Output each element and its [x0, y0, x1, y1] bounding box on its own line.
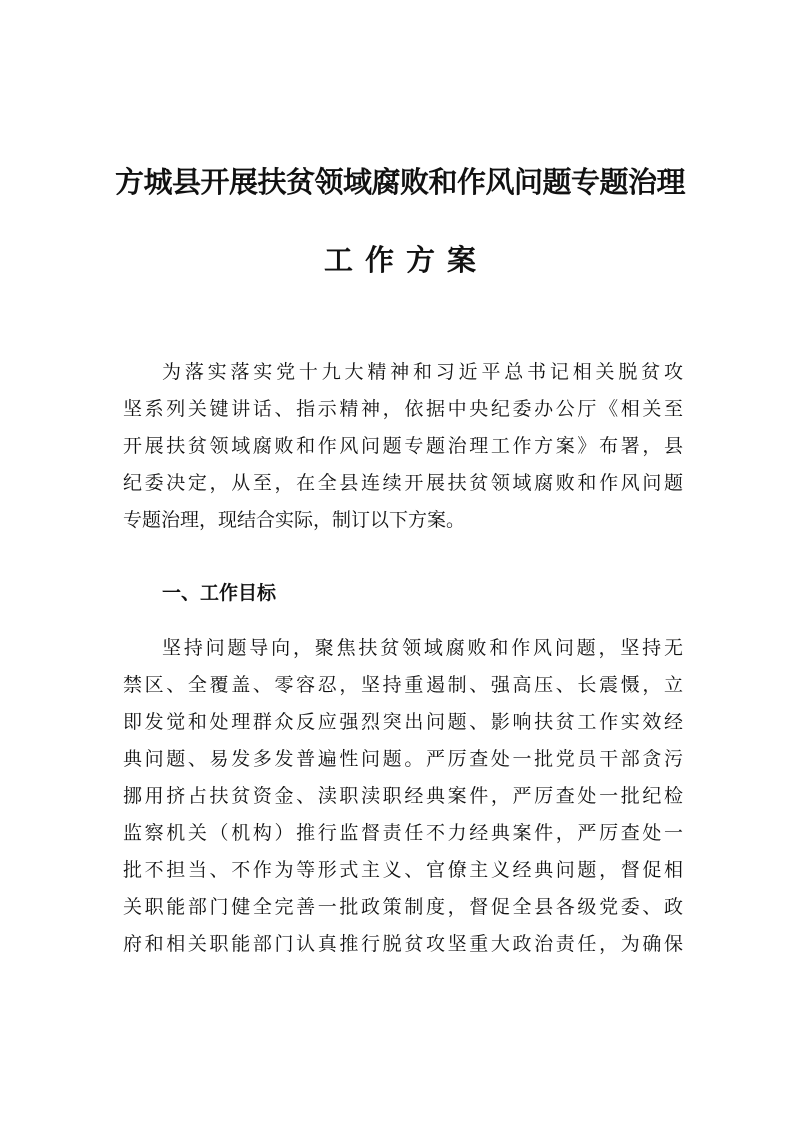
document-title: 方城县开展扶贫领域腐败和作风问题专题治理 — [114, 165, 685, 199]
body-line: 典问题、易发多发普遍性问题。严厉查处一批党员干部贪污 — [123, 748, 683, 770]
section-heading-goals: 一、工作目标 — [162, 582, 277, 604]
document-subtitle: 工作方案 — [323, 243, 488, 277]
body-line: 监察机关（机构）推行监督责任不力经典案件，严厉查处一 — [123, 822, 683, 844]
body-line: 批不担当、不作为等形式主义、官僚主义经典问题，督促相 — [123, 859, 683, 881]
body-line: 府和相关职能部门认真推行脱贫攻坚重大政治责任，为确保 — [123, 933, 683, 955]
intro-line: 专题治理，现结合实际，制订以下方案。 — [123, 509, 466, 531]
intro-line: 开展扶贫领域腐败和作风问题专题治理工作方案》布署，县 — [123, 435, 683, 457]
body-line: 坚持问题导向，聚焦扶贫领域腐败和作风问题，坚持无 — [162, 637, 683, 659]
intro-line: 为落实落实党十九大精神和习近平总书记相关脱贫攻 — [162, 361, 683, 383]
body-line: 关职能部门健全完善一批政策制度，督促全县各级党委、政 — [123, 896, 683, 918]
body-line: 即发觉和处理群众反应强烈突出问题、影响扶贫工作实效经 — [123, 711, 683, 733]
intro-line: 纪委决定，从至，在全县连续开展扶贫领域腐败和作风问题 — [123, 472, 683, 494]
body-line: 挪用挤占扶贫资金、渎职渎职经典案件，严厉查处一批纪检 — [123, 785, 683, 807]
body-line: 禁区、全覆盖、零容忍，坚持重遏制、强高压、长震慑，立 — [123, 674, 683, 696]
intro-line: 坚系列关键讲话、指示精神，依据中央纪委办公厅《相关至 — [123, 398, 683, 420]
